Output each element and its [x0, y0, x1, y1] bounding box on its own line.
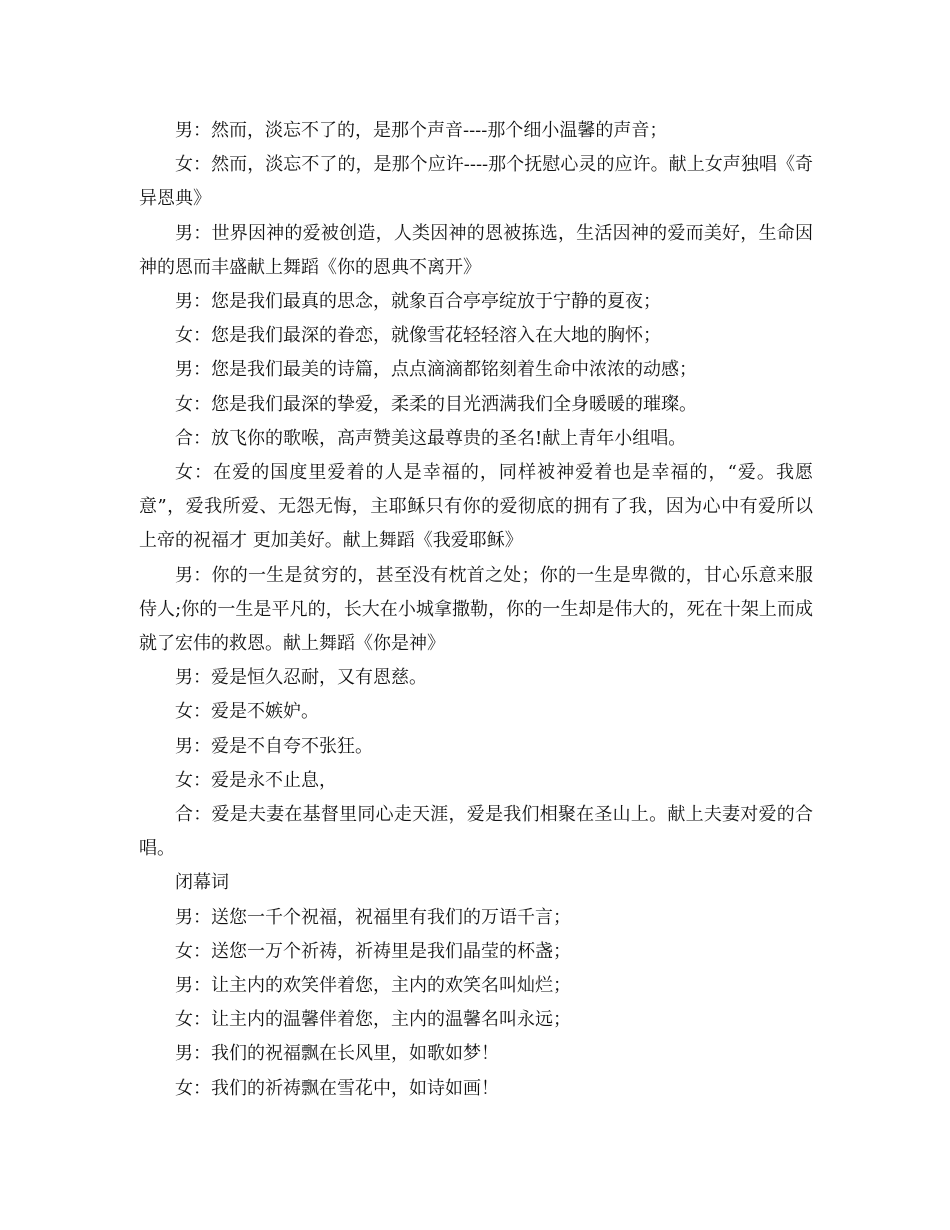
paragraph-4: 男：您是我们最真的思念，就象百合亭亭绽放于宁静的夏夜； [175, 291, 661, 313]
paragraph-21: 男：我们的祝福飘在长风里，如歌如梦！ [175, 1043, 499, 1065]
paragraph-13: 男：爱是不自夸不张狂。 [175, 735, 373, 757]
paragraph-22: 女：我们的祈祷飘在雪花中，如诗如画！ [175, 1077, 499, 1099]
paragraph-3: 男：世界因神的爱被创造，人类因神的恩被拣选，生活因神的爱而美好，生命因神的恩而丰盛献上舞蹈《你的恩典不离开》 [139, 222, 813, 278]
document-page [139, 114, 813, 1106]
paragraph-2: 女：然而，淡忘不了的，是那个应许----那个抚慰心灵的应许。献上女声独唱《奇异恩典》 [139, 154, 813, 210]
paragraph-6: 男：您是我们最美的诗篇，点点滴滴都铭刻着生命中浓浓的动感； [175, 359, 697, 381]
paragraph-1: 男：然而，淡忘不了的，是那个声音----那个细小温馨的声音； [175, 120, 668, 141]
paragraph-11: 男：爱是恒久忍耐，又有恩慈。 [175, 667, 427, 689]
paragraph-10: 男：你的一生是贫穷的，甚至没有枕首之处；你的一生是卑微的，甘心乐意来服侍人;你的一生是平凡的，长大在小城拿撒勒，你的一生却是伟大的，死在十架上而成就了宏伟的救恩。献上舞蹈《你是神》 [139, 564, 813, 655]
paragraph-8: 合：放飞你的歌喉，高声赞美这最尊贵的圣名!献上青年小组唱。 [175, 427, 687, 449]
paragraph-20: 女：让主内的温馨伴着您，主内的温馨名叫永远； [175, 1009, 571, 1031]
paragraph-15: 合：爱是夫妻在基督里同心走天涯，爱是我们相聚在圣山上。献上夫妻对爱的合唱。 [139, 804, 813, 860]
paragraph-19: 男：让主内的欢笑伴着您，主内的欢笑名叫灿烂； [175, 975, 571, 997]
paragraph-5: 女：您是我们最深的眷恋，就像雪花轻轻溶入在大地的胸怀； [175, 325, 661, 347]
paragraph-14: 女：爱是永不止息， [175, 769, 337, 791]
paragraph-18: 女：送您一万个祈祷，祈祷里是我们晶莹的杯盏； [175, 940, 571, 962]
paragraph-7: 女：您是我们最深的挚爱，柔柔的目光洒满我们全身暖暖的璀璨。 [175, 393, 697, 415]
paragraph-17: 男：送您一千个祝福，祝福里有我们的万语千言； [175, 906, 571, 928]
section-heading-closing: 闭幕词 [175, 872, 229, 894]
paragraph-12: 女：爱是不嫉妒。 [175, 701, 319, 723]
paragraph-9: 女：在爱的国度里爱着的人是幸福的，同样被神爱着也是幸福的，“爱。我愿意”，爱我所爱、无怨无悔，主耶稣只有你的爱彻底的拥有了我，因为心中有爱所以上帝的祝福才 更加美好。献上舞蹈《我爱耶稣》 [139, 462, 813, 552]
